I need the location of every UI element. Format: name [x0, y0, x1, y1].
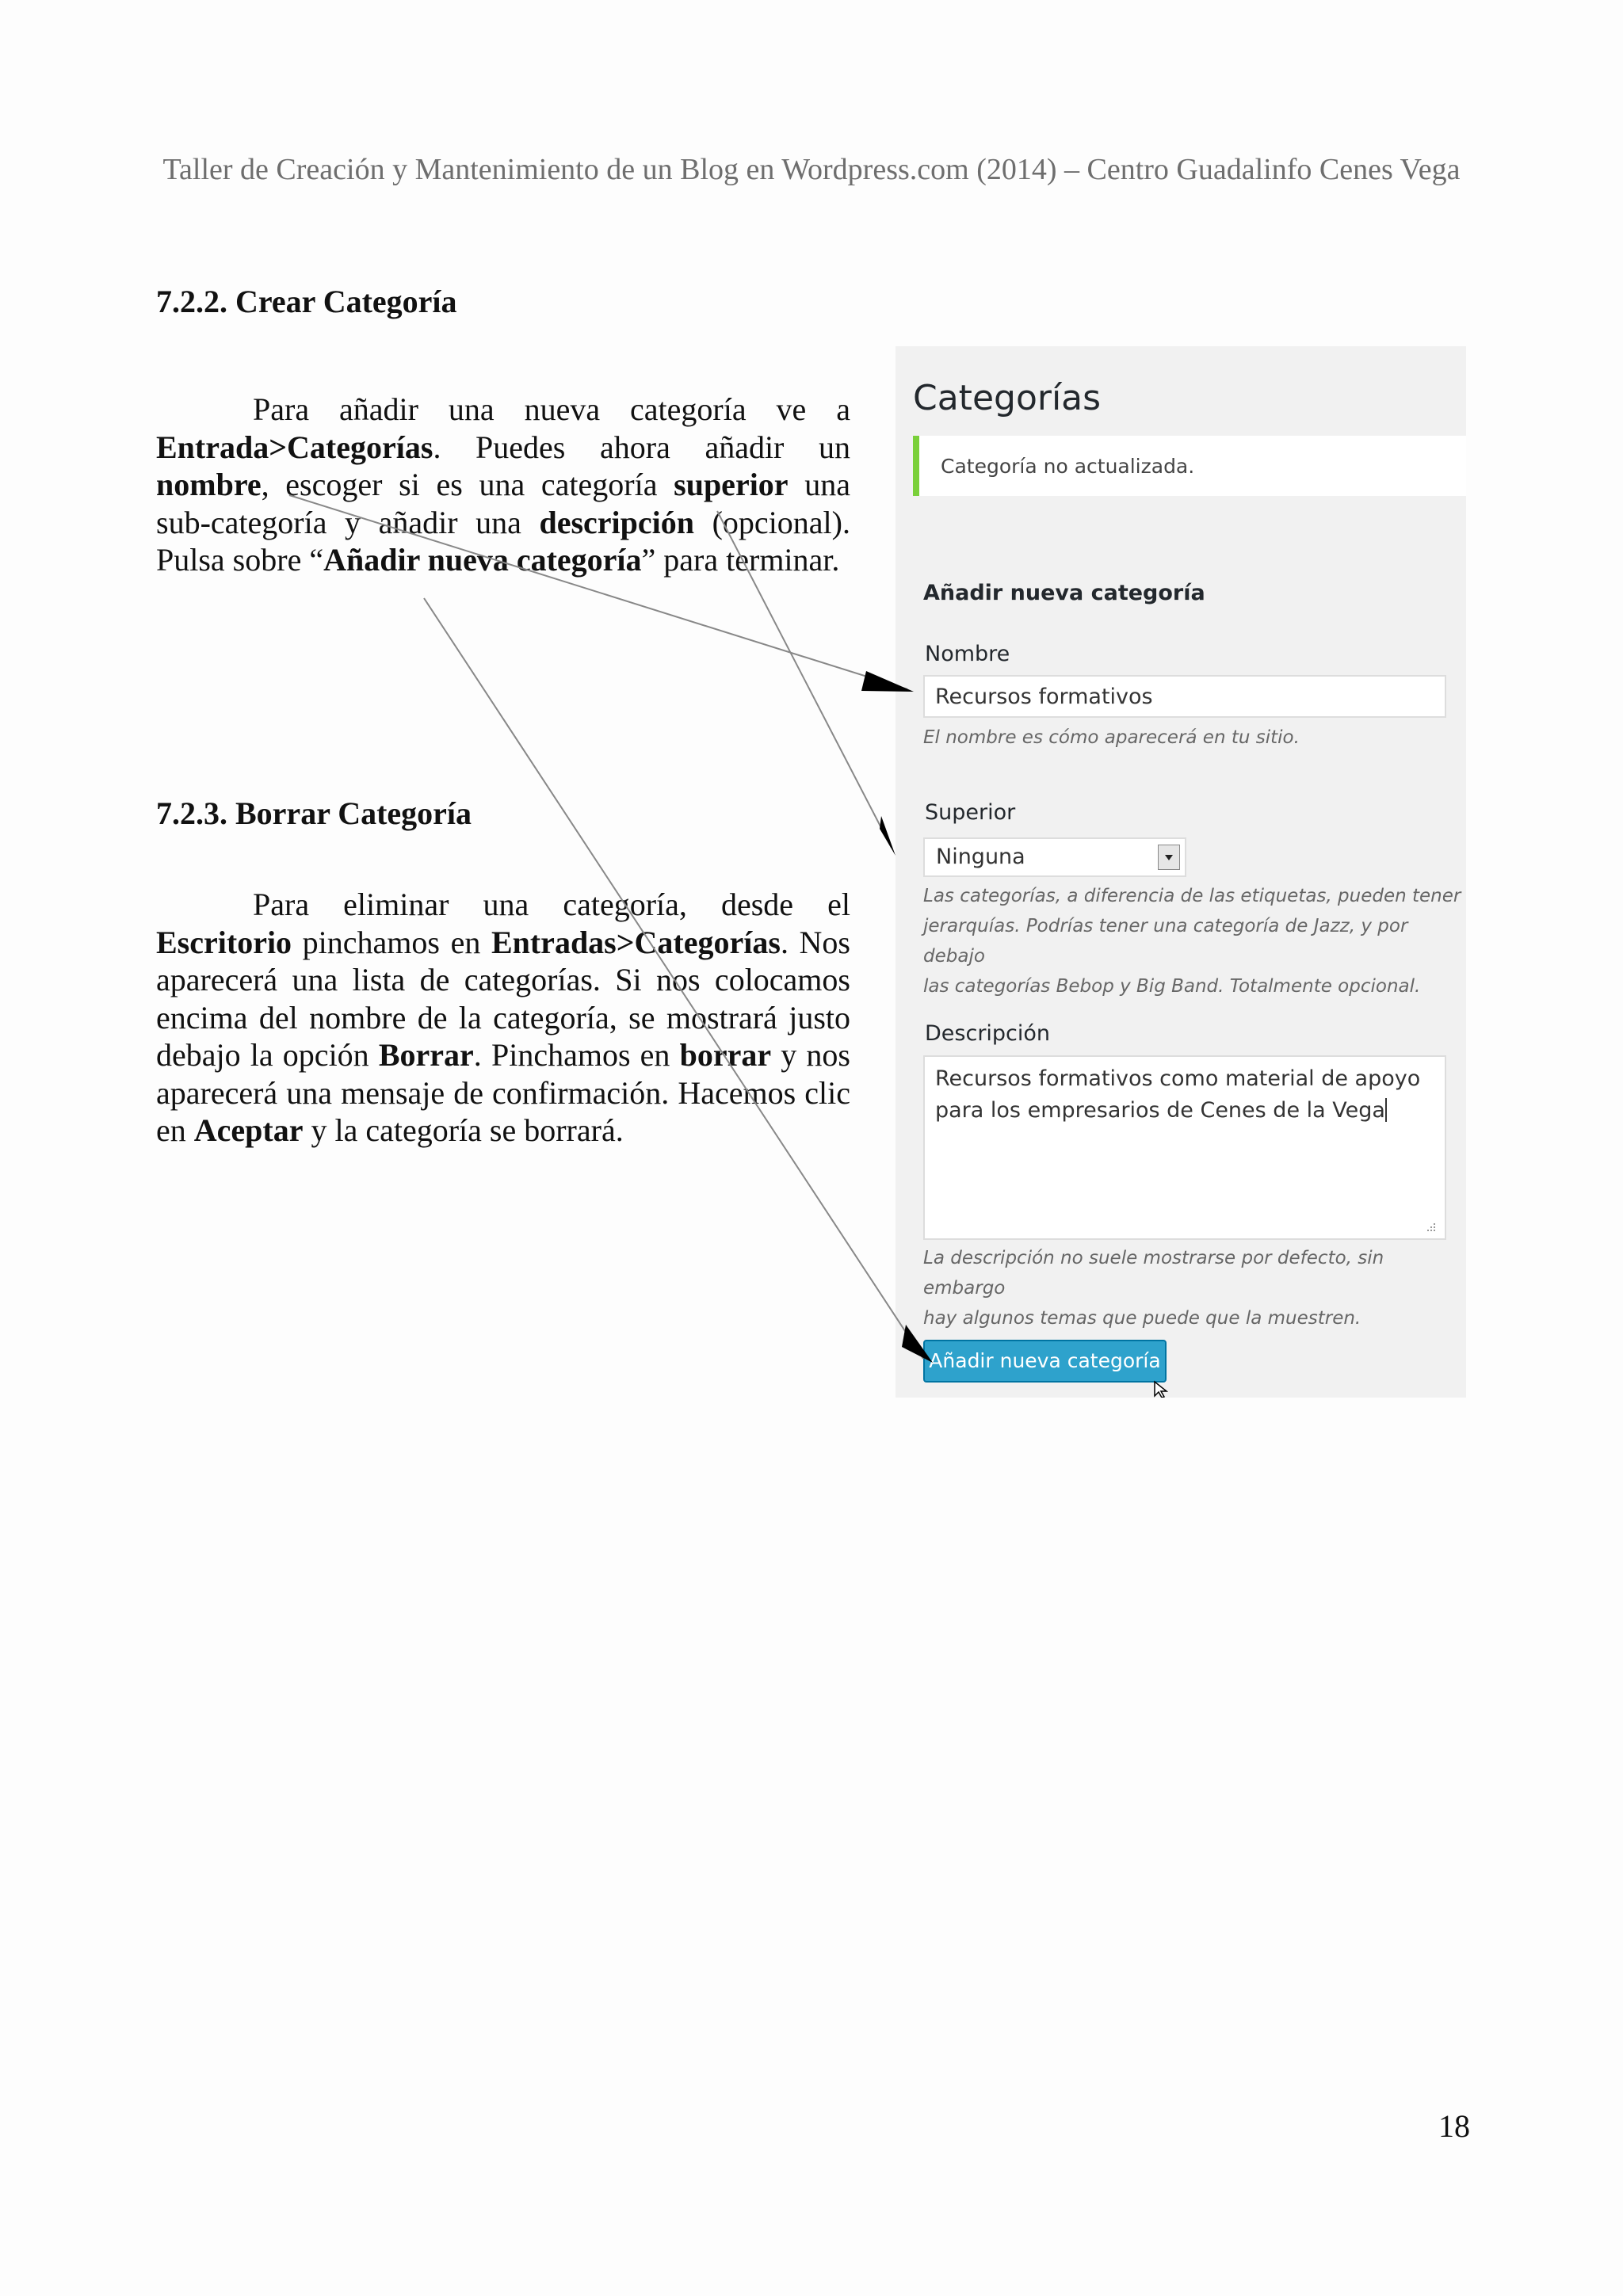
paragraph-crear-categoria: Para añadir una nueva categoría ve a Entrada>Categorías. Puedes ahora añadir un nombre, escoger si es una categoría superior una sub-categoría y añadir una descripción (opcional). Pulsa sobre “Añadir nueva categoría” para terminar.: [156, 391, 850, 578]
screenshot-title: Categorías: [913, 378, 1102, 418]
form-heading: Añadir nueva categoría: [923, 581, 1205, 605]
description-line: para los empresarios de Cenes de la Vega: [935, 1098, 1385, 1123]
arrowhead-nombre: [861, 671, 914, 692]
description-hint-line: hay algunos temas que puede que la muestren.: [923, 1308, 1361, 1329]
section-title-borrar-categoria: 7.2.3. Borrar Categoría: [156, 795, 472, 831]
parent-hint-line: jerarquías. Podrías tener una categoría de Jazz, y por debajo: [923, 916, 1408, 967]
parent-label: Superior: [925, 800, 1016, 825]
arrow-line-to-nombre: [289, 495, 907, 689]
name-label: Nombre: [925, 642, 1010, 666]
parent-select-value: Ninguna: [936, 845, 1025, 869]
notice-text: Categoría no actualizada.: [941, 455, 1195, 478]
parent-hint-line: Las categorías, a diferencia de las etiquetas, pueden tener: [923, 886, 1461, 906]
arrowhead-superior: [880, 816, 896, 856]
description-label: Descripción: [925, 1021, 1051, 1046]
paragraph-borrar-categoria: Para eliminar una categoría, desde el Escritorio pinchamos en Entradas>Categorías. Nos aparecerá una lista de categorías. Si nos colocamos encima del nombre de la categoría, se mostrará justo debajo la opción Borrar. Pinchamos en borrar y nos aparecerá una mensaje de confirmación. Hacemos clic en Aceptar y la categoría se borrará.: [156, 887, 850, 1148]
parent-hint-line: las categorías Bebop y Big Band. Totalmente opcional.: [923, 976, 1421, 997]
arrowhead-button: [902, 1325, 933, 1363]
name-hint: El nombre es cómo aparecerá en tu sitio.: [923, 727, 1300, 748]
running-header: Taller de Creación y Mantenimiento de un Blog en Wordpress.com (2014) – Centro Guadalinfo Cenes Vega: [162, 153, 1461, 186]
page-number: 18: [1438, 2108, 1470, 2144]
name-input[interactable]: Recursos formativos: [923, 675, 1446, 718]
add-category-button[interactable]: Añadir nueva categoría: [923, 1340, 1167, 1383]
description-hint-line: La descripción no suele mostrarse por defecto, sin embargo: [923, 1248, 1384, 1299]
section-title-crear-categoria: 7.2.2. Crear Categoría: [156, 284, 457, 319]
arrow-line-to-button: [424, 598, 923, 1359]
description-line: Recursos formativos como material de apoyo: [935, 1066, 1421, 1091]
